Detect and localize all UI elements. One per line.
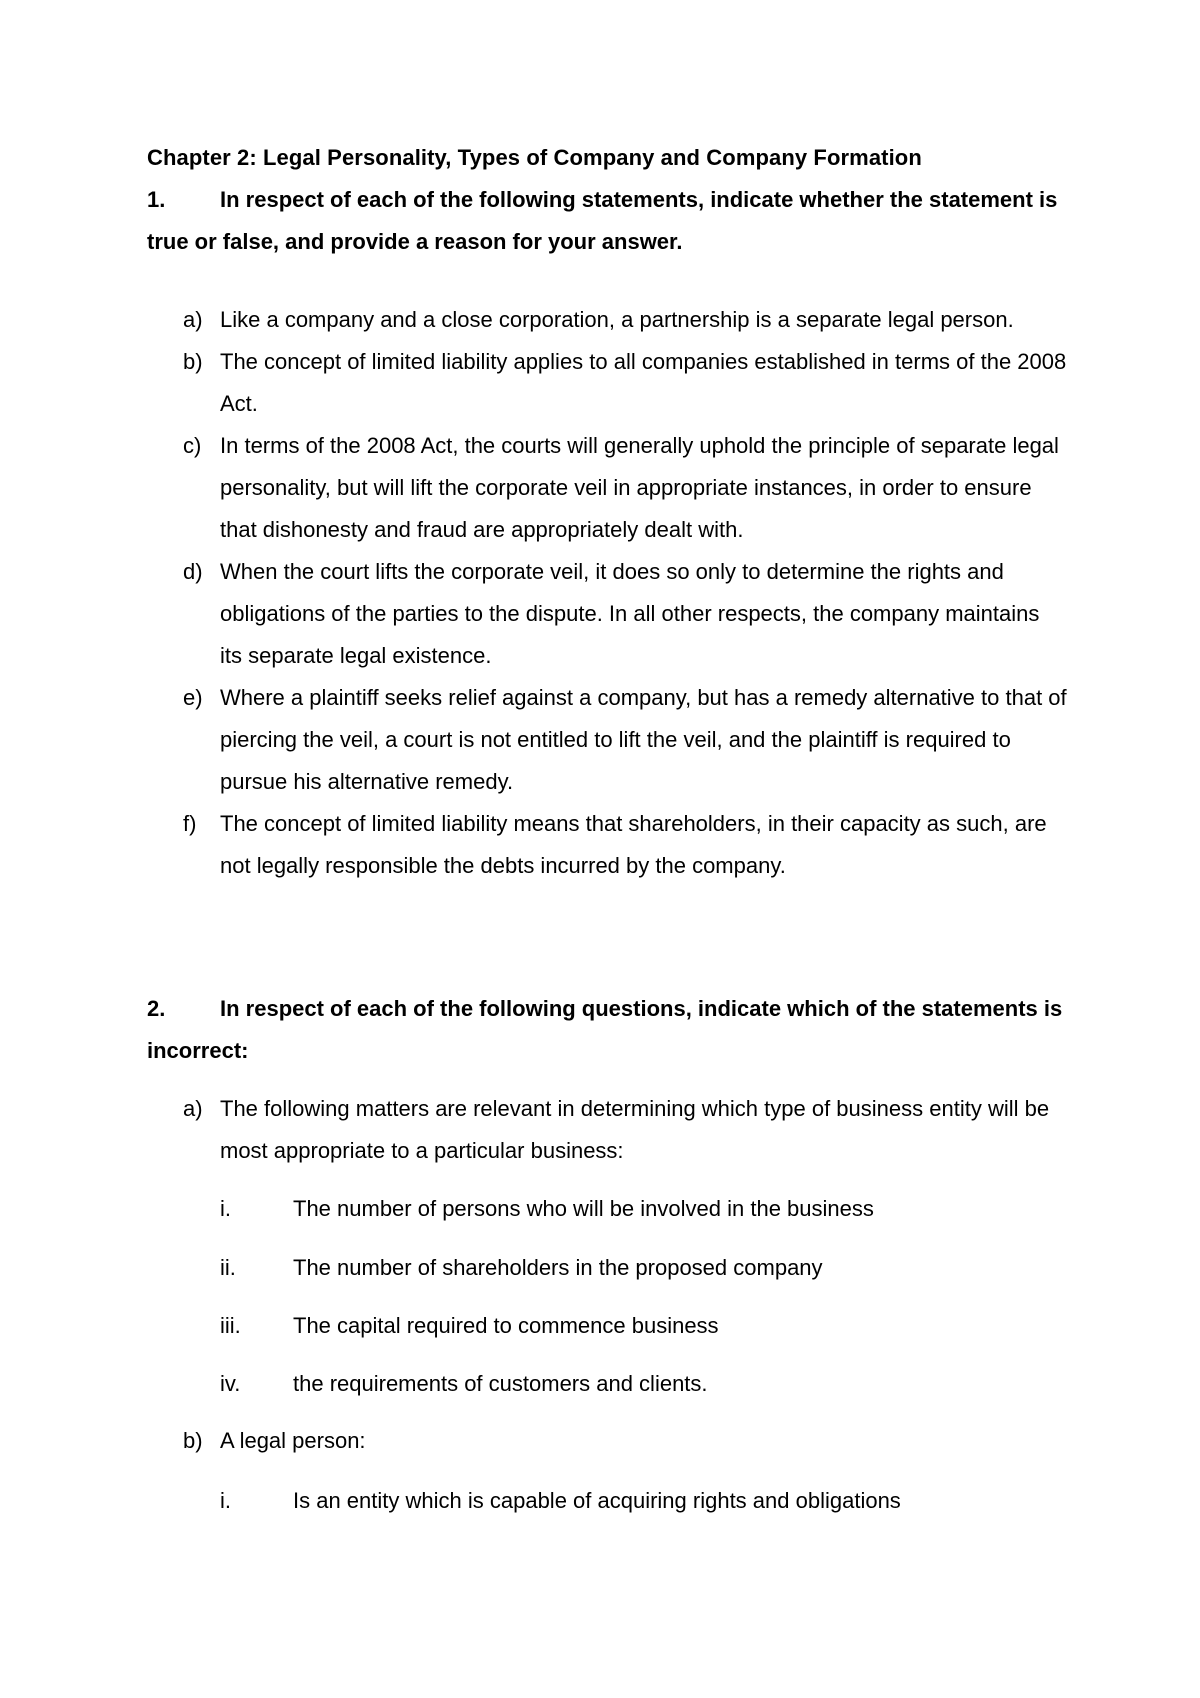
item-marker: f) [183,811,197,836]
item-text: In terms of the 2008 Act, the courts will generally uphold the principle of separate legal personality, but will lift the corporate veil in appropriate instances, in order to ensure that dishonesty and fraud are appropriately dealt with. [220,433,1059,542]
sub-item-text: The number of shareholders in the proposed company [293,1255,823,1280]
sub-item [220,1488,901,1514]
sub-item-marker: iv. [220,1371,241,1396]
sub-item [220,1196,874,1222]
item-text: Where a plaintiff seeks relief against a company, but has a remedy alternative to that of piercing the veil, a court is not entitled to lift the veil, and the plaintiff is required to pursue his alternative remedy. [220,685,1067,794]
sub-item [220,1255,823,1281]
list-item [147,299,1067,341]
list-item [147,677,1067,803]
question-number: 2. [147,996,166,1021]
sub-item-marker: i. [220,1488,231,1513]
item-text: The concept of limited liability means that shareholders, in their capacity as such, are not legally responsible the debts incurred by the company. [220,811,1047,878]
sub-item-marker: iii. [220,1313,241,1338]
sub-item-marker: i. [220,1196,231,1221]
sub-item [220,1371,708,1397]
item-marker: b) [183,1428,203,1453]
question-1-heading [147,179,1067,263]
list-item [147,341,1067,425]
sub-item-text: the requirements of customers and clients. [293,1371,708,1396]
question-number: 1. [147,187,166,212]
item-marker: b) [183,349,203,374]
item-text: The following matters are relevant in determining which type of business entity will be most appropriate to a particular business: [220,1096,1050,1163]
question-2-heading [147,988,1067,1072]
item-text: When the court lifts the corporate veil, it does so only to determine the rights and obligations of the parties to the dispute. In all other respects, the company maintains its separate legal existence. [220,559,1040,668]
question-text: In respect of each of the following statements, indicate whether the statement is true or false, and provide a reason for your answer. [147,187,1058,254]
item-marker: c) [183,433,202,458]
sub-item-marker: ii. [220,1255,236,1280]
item-marker: e) [183,685,203,710]
item-text: Like a company and a close corporation, a partnership is a separate legal person. [220,307,1014,332]
item-marker: d) [183,559,203,584]
sub-item-text: Is an entity which is capable of acquiring rights and obligations [293,1488,901,1513]
list-item [147,551,1067,677]
question-text: In respect of each of the following questions, indicate which of the statements is incorrect: [147,996,1063,1063]
question-1-list [147,299,1067,887]
sub-item-text: The capital required to commence business [293,1313,719,1338]
sub-item-text: The number of persons who will be involved in the business [293,1196,874,1221]
question-2-item-a [147,1088,1067,1172]
sub-item [220,1313,719,1339]
item-text: A legal person: [220,1428,366,1453]
item-marker: a) [183,1096,203,1121]
item-marker: a) [183,307,203,332]
question-2-item-b [147,1420,1067,1462]
chapter-title: Chapter 2: Legal Personality, Types of Company and Company Formation [147,145,922,170]
item-text: The concept of limited liability applies to all companies established in terms of the 2008 Act. [220,349,1067,416]
list-item [147,803,1067,887]
list-item [147,425,1067,551]
